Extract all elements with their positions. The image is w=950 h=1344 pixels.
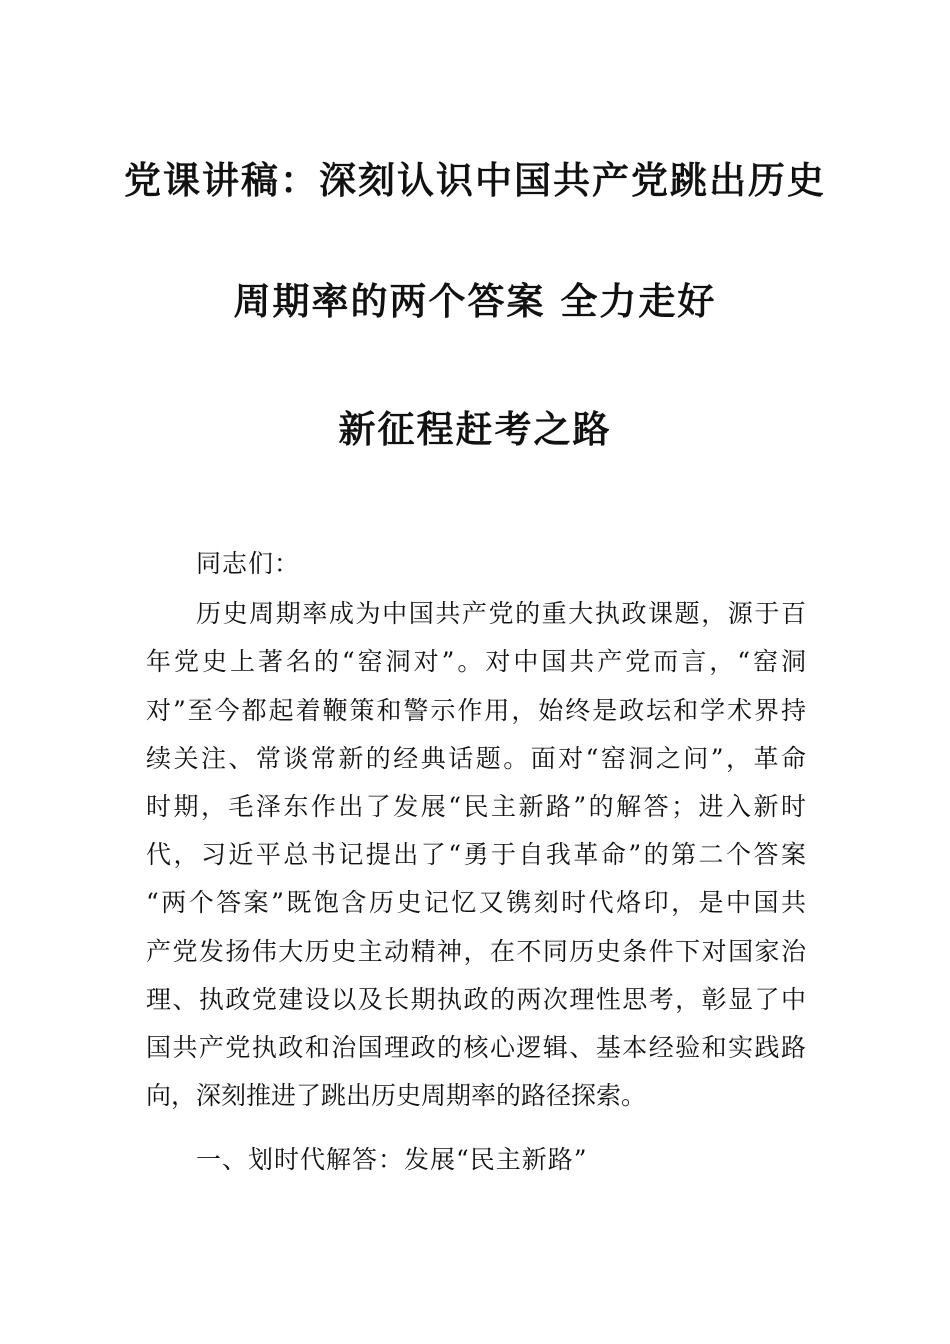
paragraph-line: 续关注、常谈常新的经典话题。面对“窑洞之问”，革命: [146, 744, 806, 773]
section-heading: 一、划时代解答：发展“民主新路”: [196, 1145, 588, 1174]
paragraph-line: 历史周期率成为中国共产党的重大执政课题，源于百: [196, 599, 806, 628]
paragraph-line: 向，深刻推进了跳出历史周期率的路径探索。: [146, 1081, 647, 1110]
paragraph-line: “两个答案”既饱含历史记忆又镌刻时代烙印，是中国共: [146, 888, 806, 917]
title-line-2: 周期率的两个答案 全力走好: [233, 279, 717, 323]
paragraph-line: 年党史上著名的“窑洞对”。对中国共产党而言，“窑洞: [146, 647, 806, 676]
title-line-3: 新征程赶考之路: [338, 407, 612, 451]
paragraph-line: 产党发扬伟大历史主动精神，在不同历史条件下对国家治: [146, 937, 806, 966]
paragraph-line: 国共产党执政和治国理政的核心逻辑、基本经验和实践路: [146, 1033, 806, 1062]
paragraph-line: 理、执政党建设以及长期执政的两次理性思考，彰显了中: [146, 985, 806, 1014]
paragraph-line: 对”至今都起着鞭策和警示作用，始终是政坛和学术界持: [146, 696, 806, 725]
title-line-1: 党课讲稿：深刻认识中国共产党跳出历史: [124, 158, 826, 202]
paragraph-line: 代，习近平总书记提出了“勇于自我革命”的第二个答案: [146, 840, 806, 869]
paragraph-line: 时期，毛泽东作出了发展“民主新路”的解答；进入新时: [146, 792, 806, 821]
salutation: 同志们：: [196, 549, 301, 578]
